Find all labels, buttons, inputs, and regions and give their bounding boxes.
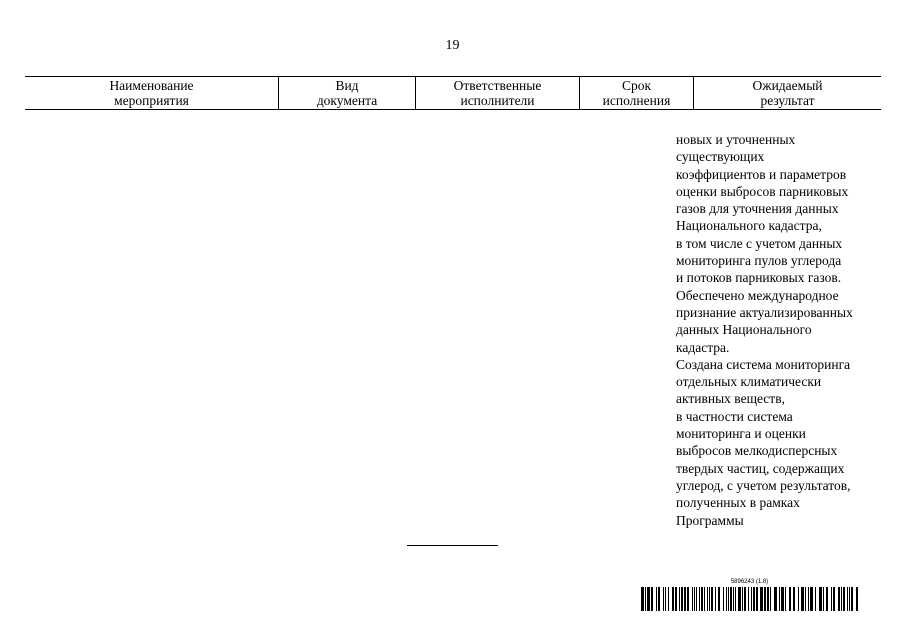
barcode-bar <box>805 587 806 611</box>
result-line: активных веществ, <box>676 391 785 407</box>
result-line: газов для уточнения данных <box>676 201 839 217</box>
barcode-bar <box>694 587 695 611</box>
barcode-bar <box>744 587 746 611</box>
barcode-bar <box>699 587 700 611</box>
result-line: Обеспечено международное <box>676 287 839 303</box>
barcode-bar <box>718 587 720 611</box>
barcode-bar <box>826 587 828 611</box>
header-deadline: Срок исполнения <box>580 77 694 109</box>
result-line: отдельных климатически <box>676 374 822 390</box>
barcode-bar <box>819 587 822 611</box>
result-line: и потоков парниковых газов. <box>676 270 842 286</box>
header-document-type: Вид документа <box>279 77 416 109</box>
barcode-bar <box>696 587 697 611</box>
barcode-bar <box>823 587 824 611</box>
result-line: твердых частиц, содержащих <box>676 460 845 476</box>
barcode-bar <box>764 587 766 611</box>
barcode-bar <box>707 587 708 611</box>
result-line: существующих <box>676 149 765 165</box>
barcode-bar <box>851 587 853 611</box>
result-line: оценки выбросов парниковых <box>676 183 849 199</box>
barcode-bar <box>779 587 780 611</box>
barcode-bar <box>843 587 845 611</box>
barcode-bar <box>711 587 713 611</box>
barcode-bar <box>793 587 795 611</box>
barcode-bar <box>641 587 644 611</box>
result-line: Программы <box>676 512 744 528</box>
barcode-bar <box>692 587 693 611</box>
barcode-bars-icon <box>641 587 858 611</box>
barcode-bar <box>856 587 858 611</box>
barcode-bar <box>789 587 791 611</box>
barcode-bar <box>760 587 763 611</box>
barcode-bar <box>672 587 674 611</box>
result-line: Национального кадастра, <box>676 218 822 234</box>
result-line: мониторинга пулов углерода <box>676 253 842 269</box>
expected-result-text <box>676 131 891 529</box>
barcode-bar <box>801 587 804 611</box>
barcode-bar <box>798 587 799 611</box>
barcode-bar <box>738 587 741 611</box>
header-expected-result: Ожидаемый результат <box>752 78 823 108</box>
barcode-bar <box>665 587 666 611</box>
barcode-bar <box>751 587 752 611</box>
barcode-bar <box>663 587 664 611</box>
result-line: коэффициентов и параметров <box>676 166 847 182</box>
barcode-bar <box>647 587 650 611</box>
barcode-bar <box>808 587 809 611</box>
barcode-bar <box>675 587 677 611</box>
barcode-bar <box>730 587 732 611</box>
barcode-bar <box>831 587 832 611</box>
barcode-bar <box>709 587 710 611</box>
barcode-bar <box>715 587 716 611</box>
barcode-bar <box>815 587 816 611</box>
barcode-bar <box>656 587 657 611</box>
barcode-bar <box>645 587 646 611</box>
barcode-bar <box>770 587 771 611</box>
barcode-bar <box>681 587 683 611</box>
barcode-bar <box>704 587 705 611</box>
barcode-bar <box>810 587 813 611</box>
barcode-bar <box>833 587 835 611</box>
barcode-bar <box>651 587 653 611</box>
barcode-bar <box>767 587 769 611</box>
barcode-bar <box>785 587 786 611</box>
barcode-bar <box>753 587 755 611</box>
barcode-bar <box>668 587 669 611</box>
barcode-bar <box>728 587 729 611</box>
result-line: в том числе с учетом данных <box>676 235 843 251</box>
barcode-bar <box>742 587 743 611</box>
result-line: углерод, с учетом результатов, <box>676 477 851 493</box>
result-line: выбросов мелкодисперсных <box>676 443 838 459</box>
result-line: Создана система мониторинга <box>676 356 851 372</box>
result-line: новых и уточненных <box>676 132 796 147</box>
barcode-bar <box>735 587 736 611</box>
barcode <box>641 579 858 613</box>
result-line: в частности система <box>676 408 793 424</box>
barcode-bar <box>687 587 689 611</box>
result-line: данных Национального <box>676 322 812 338</box>
table-header <box>25 76 881 110</box>
barcode-bar <box>849 587 850 611</box>
barcode-bar <box>658 587 660 611</box>
barcode-bar <box>684 587 686 611</box>
result-line: признание актуализированных <box>676 304 853 320</box>
barcode-bar <box>679 587 680 611</box>
barcode-bar <box>726 587 727 611</box>
barcode-bar <box>756 587 758 611</box>
result-line: полученных в рамках <box>676 495 800 511</box>
barcode-bar <box>781 587 784 611</box>
barcode-label: 5896243 (1.8) <box>730 579 769 585</box>
end-of-text-rule <box>407 545 498 546</box>
header-responsible-executors: Ответственные исполнители <box>416 77 580 109</box>
barcode-bar <box>774 587 777 611</box>
result-line: кадастра. <box>676 339 730 355</box>
barcode-bar <box>701 587 703 611</box>
result-line: мониторинга и оценки <box>676 426 806 442</box>
barcode-bar <box>748 587 749 611</box>
barcode-bar <box>841 587 842 611</box>
barcode-bar <box>733 587 734 611</box>
barcode-bar <box>838 587 840 611</box>
barcode-bar <box>723 587 724 611</box>
header-event-name: Наименование мероприятия <box>25 77 279 109</box>
page-number: 19 <box>445 38 460 53</box>
barcode-bar <box>847 587 848 611</box>
